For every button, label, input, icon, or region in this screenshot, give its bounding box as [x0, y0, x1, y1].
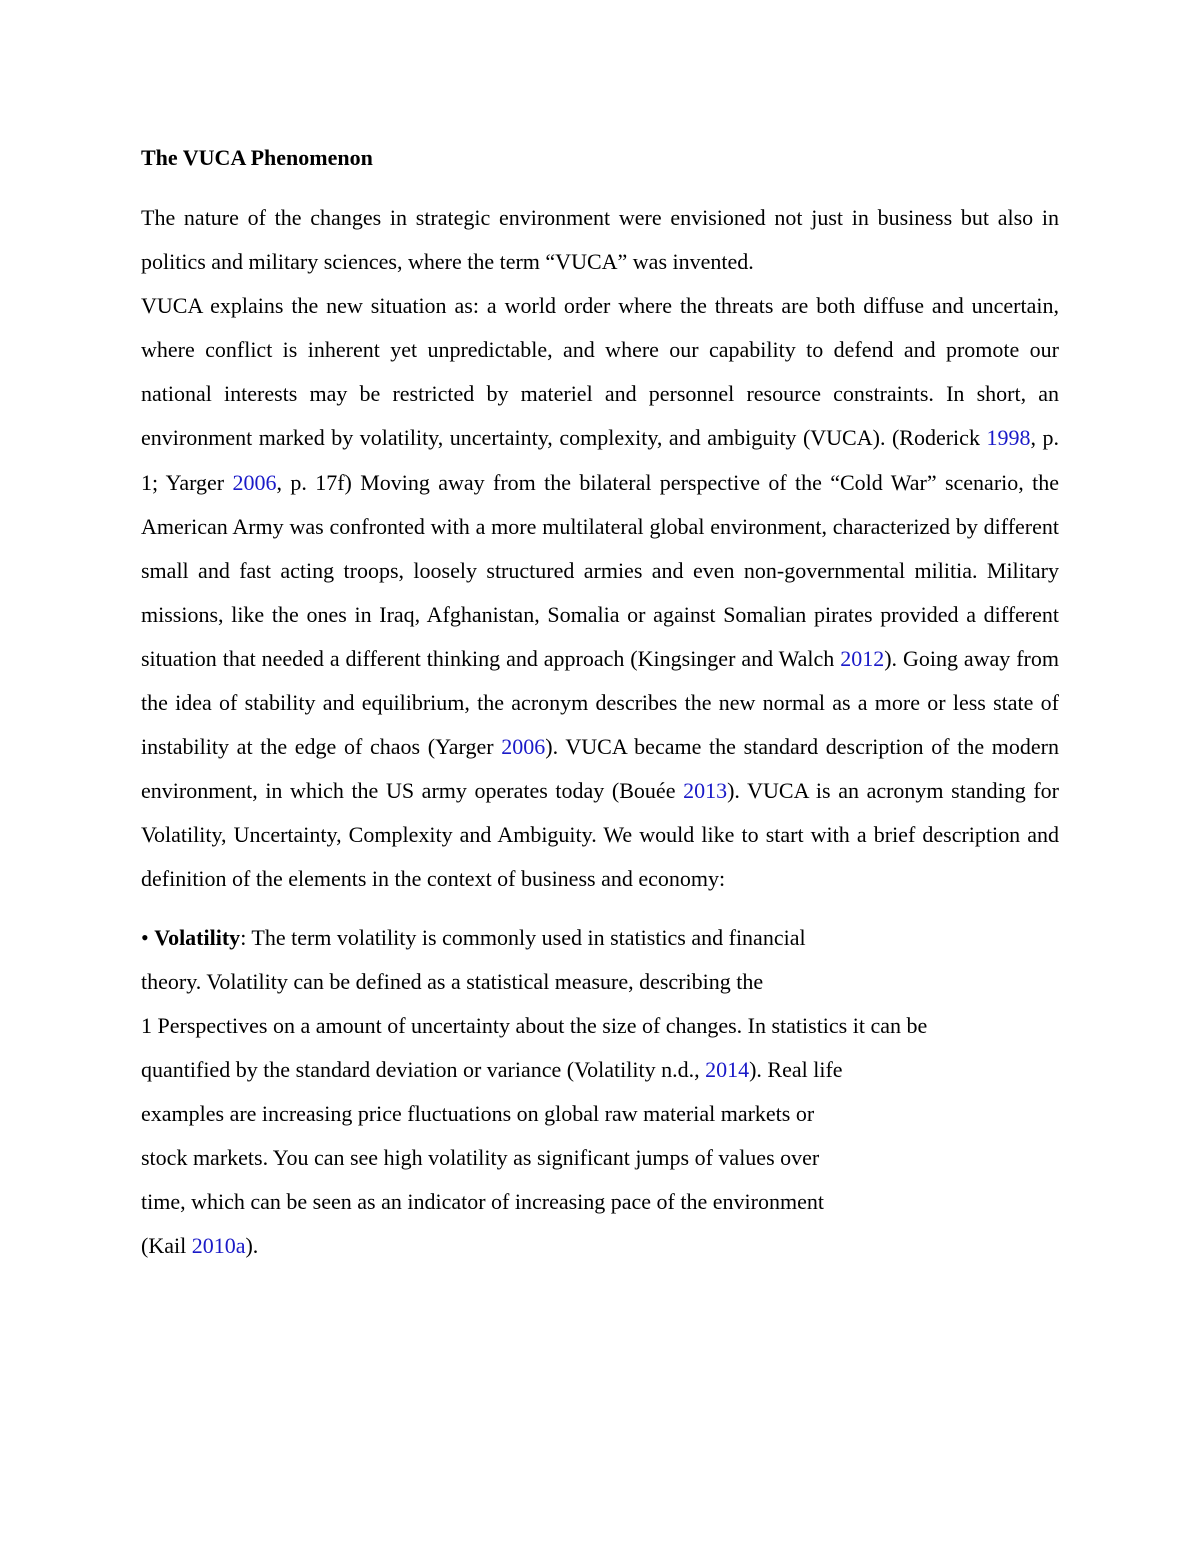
bullet-line-5: examples are increasing price fluctuations on global raw material markets or — [141, 1100, 815, 1126]
bullet-line-4-text-a: quantified by the standard deviation or variance (Volatility n.d., — [141, 1056, 706, 1082]
section-title: The VUCA Phenomenon — [141, 145, 373, 170]
bullet-line-4-text-b: ). Real life — [749, 1056, 843, 1082]
vuca-text-6: ). VUCA is an acronym standing for Volatility, Uncertainty, Complexity and Ambiguity. We would like to start with a brief description and definition of the elements in the context of business and economy: — [141, 778, 1059, 892]
volatility-bullet — [141, 916, 1059, 1268]
document-page — [141, 138, 1059, 1268]
vuca-text-1: VUCA explains the new situation as: a world order where the threats are both diffuse and uncertain, where conflict is inherent yet unpredictable, and where our capability to defend and promote our national interests may be restricted by materiel and personnel resource constraints. In short, an environment marked by volatility, uncertainty, complexity, and ambiguity (VUCA). (Roderick — [141, 293, 1059, 451]
bullet-line-3: 1 Perspectives on a amount of uncertainty about the size of changes. In statistics it can be — [141, 1012, 928, 1038]
vuca-text-2: , p. 1; Yarger — [141, 425, 1059, 495]
intro-text: The nature of the changes in strategic environment were envisioned not just in business but also in politics and military sciences, where the term “VUCA” was invented. — [141, 205, 1059, 275]
bullet-line-4 — [141, 1048, 1059, 1092]
bullet-icon: • — [141, 924, 155, 950]
bullet-line-1-text: : The term volatility is commonly used in statistics and financial — [240, 924, 806, 950]
citation-link-2014[interactable]: 2014 — [705, 1056, 750, 1082]
bullet-term: Volatility — [154, 924, 241, 950]
citation-link-1998[interactable]: 1998 — [986, 425, 1031, 451]
vuca-text-5: ). VUCA became the standard description of the modern environment, in which the US army operates today (Bouée — [141, 734, 1059, 804]
bullet-line-6: stock markets. You can see high volatility as significant jumps of values over — [141, 1144, 820, 1170]
bullet-line-8 — [141, 1224, 1059, 1268]
citation-link-2010a[interactable]: 2010a — [191, 1232, 246, 1258]
bullet-line-8-text-a: (Kail — [141, 1232, 192, 1258]
vuca-text-3: , p. 17f) Moving away from the bilateral perspective of the “Cold War” scenario, the American Army was confronted with a more multilateral global environment, characterized by different small and fast acting troops, loosely structured armies and even non-governmental militia. Military missions, like the ones in Iraq, Afghanistan, Somalia or against Somalian pirates provided a different situation that needed a different thinking and approach (Kingsinger and Walch — [141, 469, 1059, 671]
bullet-line-1 — [141, 916, 1059, 960]
citation-link-2006-a[interactable]: 2006 — [232, 469, 277, 495]
citation-link-2006-b[interactable]: 2006 — [501, 734, 546, 760]
vuca-paragraph — [141, 284, 1059, 901]
vuca-text-4: ). Going away from the idea of stability and equilibrium, the acronym describes the new normal as a more or less state of instability at the edge of chaos (Yarger — [141, 645, 1059, 760]
bullet-line-2: theory. Volatility can be defined as a statistical measure, describing the — [141, 968, 764, 994]
bullet-line-8-text-b: ). — [245, 1232, 259, 1258]
citation-link-2013[interactable]: 2013 — [683, 778, 728, 804]
citation-link-2012[interactable]: 2012 — [840, 645, 885, 671]
bullet-line-7: time, which can be seen as an indicator of increasing pace of the environment — [141, 1188, 824, 1214]
intro-paragraph — [141, 196, 1059, 284]
